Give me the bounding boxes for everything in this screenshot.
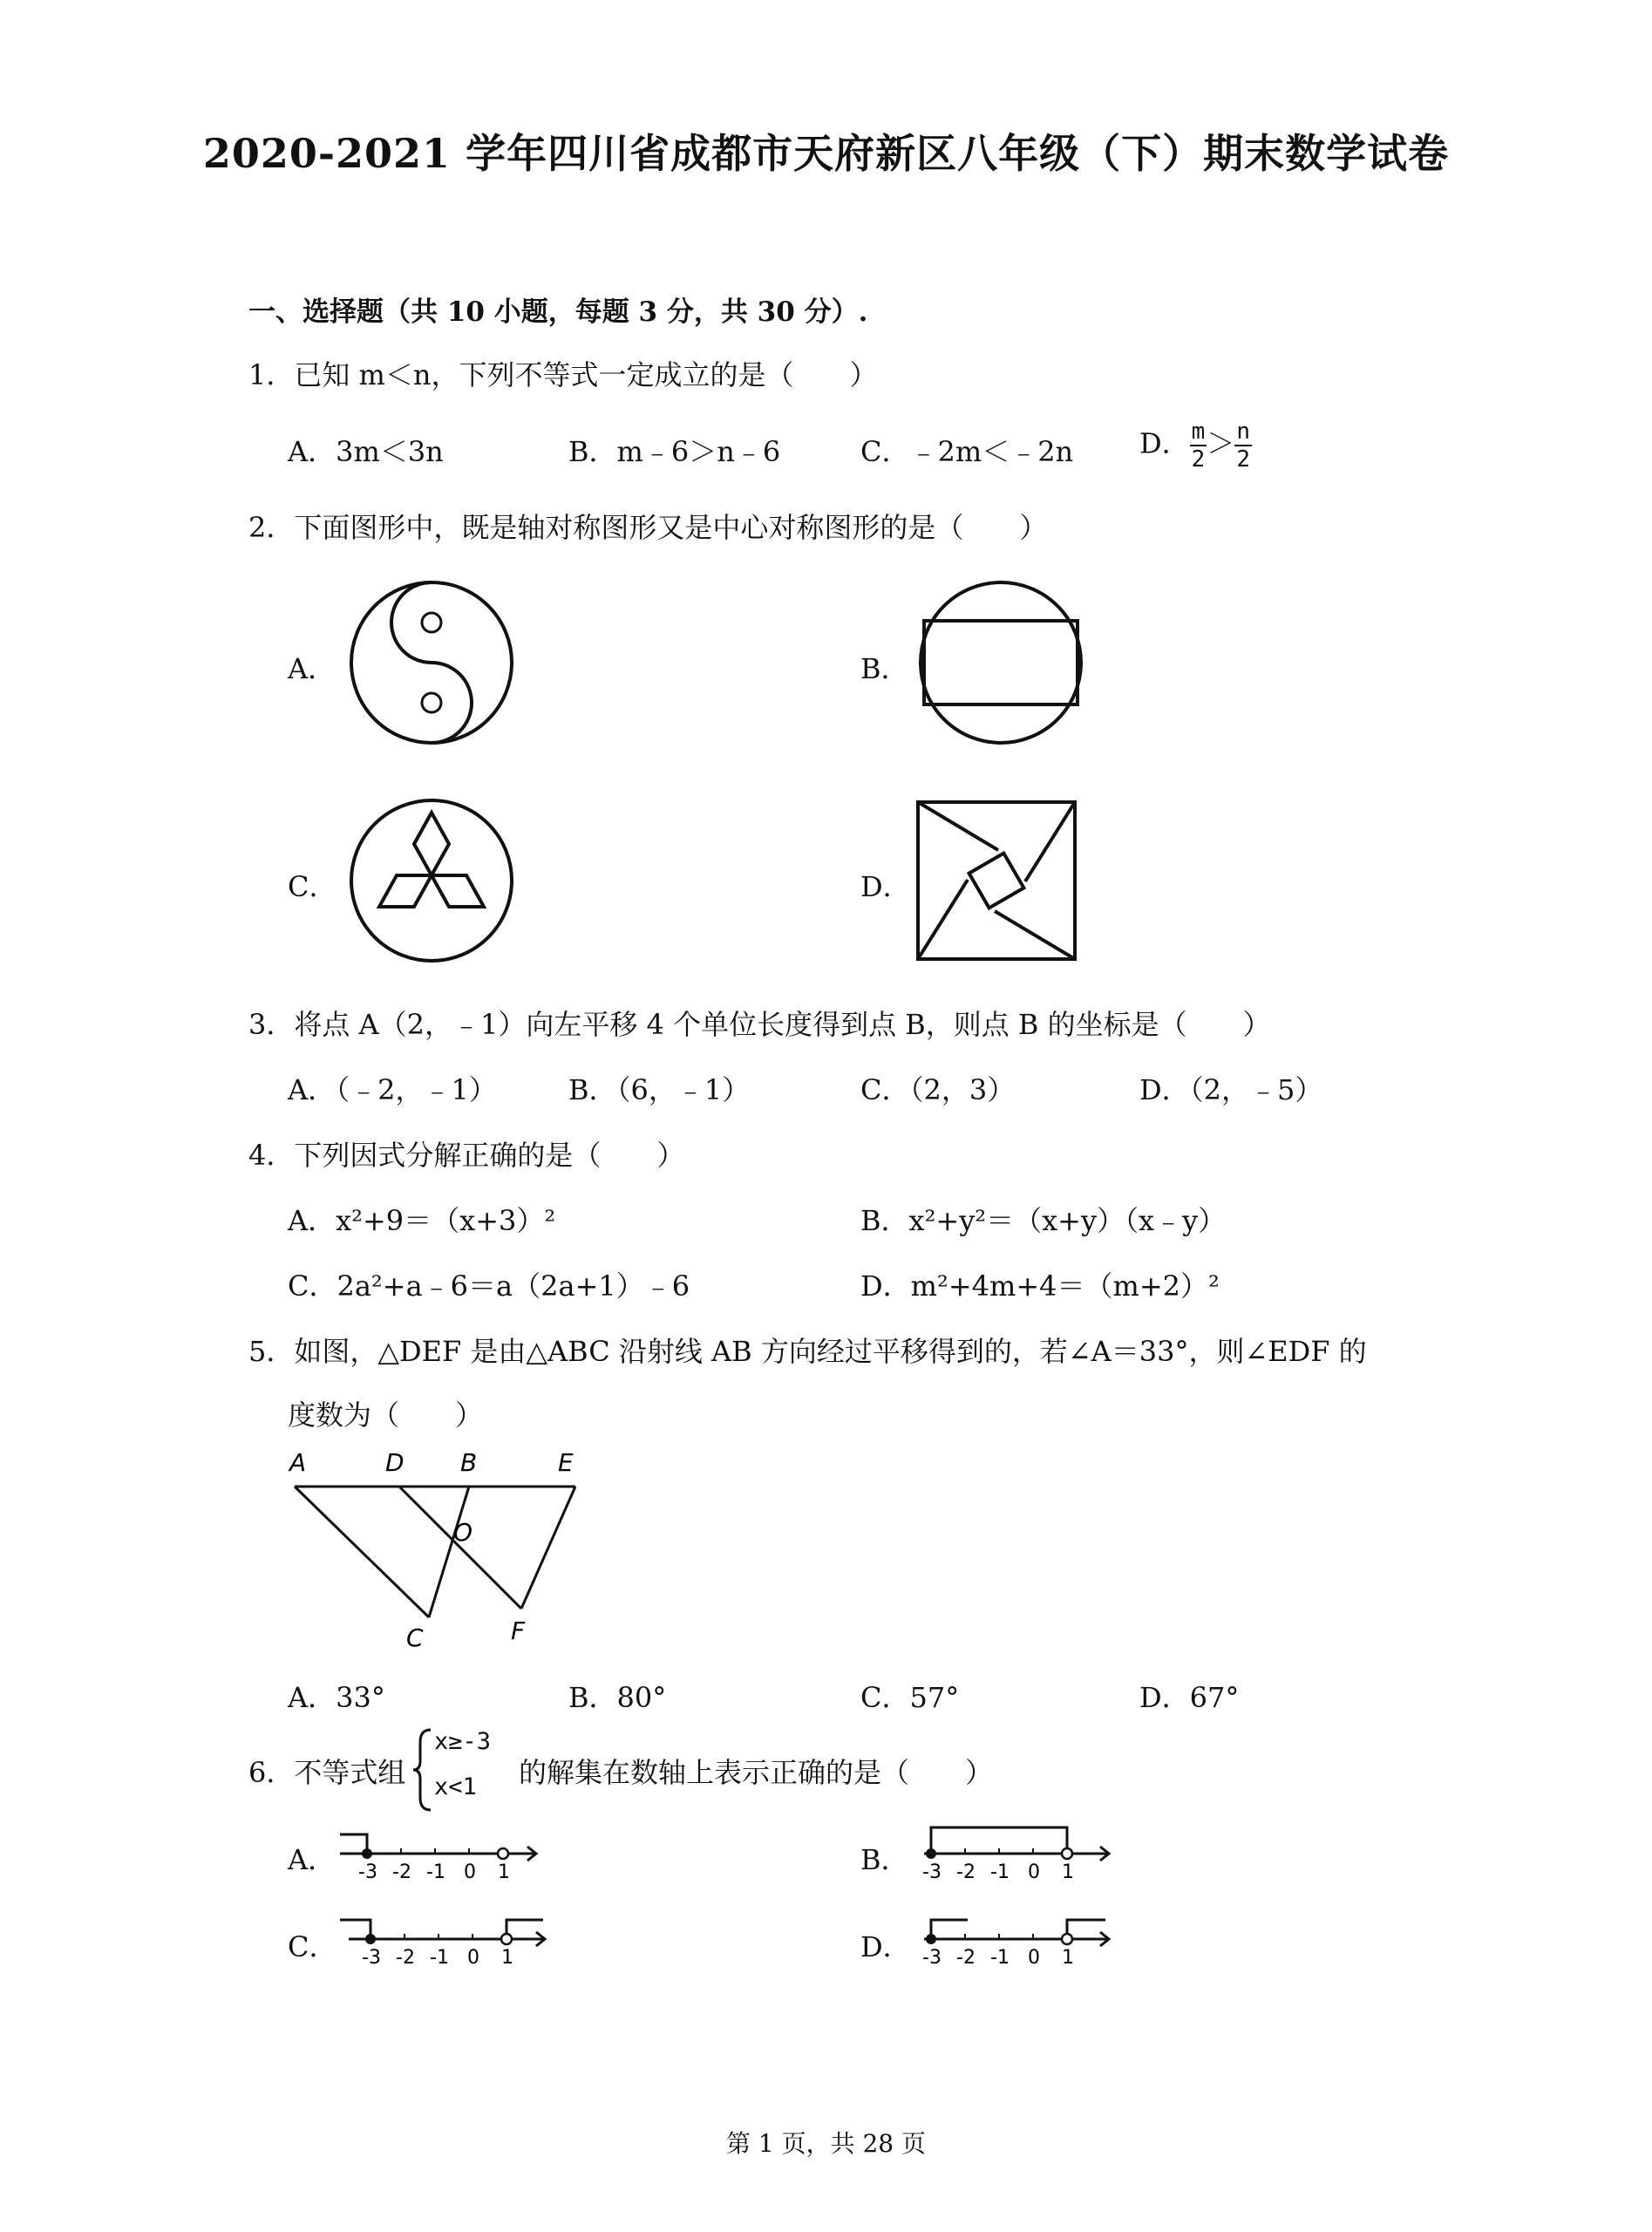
fraction-n-over-2 bbox=[1234, 418, 1252, 473]
q5-option-b: B．80° bbox=[568, 1681, 667, 1714]
q1-option-b: B．m﹣6＞n﹣6 bbox=[568, 435, 781, 468]
q1-option-c: C．﹣2m＜﹣2n bbox=[860, 435, 1074, 468]
q2-stem: 2．下面图形中，既是轴对称图形又是中心对称图形的是（ ） bbox=[248, 511, 1048, 544]
page-footer: 第 1 页，共 28 页 bbox=[725, 2129, 927, 2158]
q3-option-b: B．（6，﹣1） bbox=[568, 1073, 751, 1106]
numerator: m bbox=[1191, 418, 1206, 445]
q5-option-d: D．67° bbox=[1139, 1681, 1240, 1714]
tick-label: 1 bbox=[498, 1861, 510, 1883]
q2-option-c: C． bbox=[288, 870, 337, 903]
q4-option-c: C．2a²+a﹣6＝a（2a+1）﹣6 bbox=[288, 1269, 690, 1303]
fraction-m-over-2 bbox=[1190, 418, 1207, 473]
q5-option-a: A．33° bbox=[288, 1681, 385, 1714]
system-inequality-2: x<1 bbox=[434, 1773, 477, 1800]
tick-label: -2 bbox=[396, 1947, 415, 1969]
q4-option-d: D．m²+4m+4＝（m+2）² bbox=[860, 1269, 1220, 1303]
tick-label: 1 bbox=[1062, 1861, 1074, 1883]
label-o: O bbox=[453, 1518, 473, 1547]
tick-label: -3 bbox=[362, 1947, 381, 1969]
three-rhombi-figure bbox=[344, 793, 519, 968]
system-inequality-1: x≥-3 bbox=[434, 1728, 492, 1755]
yin-yang-figure bbox=[344, 575, 519, 750]
q4-option-a: A．x²+9＝（x+3）² bbox=[288, 1204, 556, 1237]
number-line-a bbox=[336, 1815, 545, 1885]
number-line-c bbox=[336, 1901, 554, 1970]
label-e: E bbox=[558, 1448, 574, 1477]
tick-label: 1 bbox=[1062, 1947, 1074, 1969]
q6-option-c: C． bbox=[288, 1930, 337, 1963]
q2-option-d: D． bbox=[860, 870, 911, 903]
q4-option-b: B．x²+y²＝（x+y）（x﹣y） bbox=[860, 1204, 1227, 1237]
q5-option-c: C．57° bbox=[860, 1681, 960, 1714]
q6-option-d: D． bbox=[860, 1930, 911, 1963]
label-d: D bbox=[385, 1448, 405, 1477]
number-line-b bbox=[907, 1815, 1116, 1885]
q6-stem-prefix: 6．不等式组 bbox=[248, 1756, 406, 1789]
comparison-op: ＞ bbox=[1207, 426, 1235, 460]
system-brace bbox=[410, 1726, 436, 1814]
tick-label: -1 bbox=[426, 1861, 445, 1883]
tick-label: 1 bbox=[501, 1947, 513, 1969]
section-header: 一、选择题（共 10 小题，每题 3 分，共 30 分）. bbox=[248, 296, 868, 328]
q6-option-b: B． bbox=[860, 1843, 909, 1876]
q1-stem: 1．已知 m＜n，下列不等式一定成立的是（ ） bbox=[248, 358, 878, 391]
tick-label: 0 bbox=[1028, 1861, 1040, 1883]
q3-option-a: A．（﹣2，﹣1） bbox=[288, 1073, 497, 1106]
tick-label: -2 bbox=[392, 1861, 411, 1883]
tick-label: -3 bbox=[922, 1947, 942, 1969]
circle-rectangle-figure bbox=[914, 575, 1088, 750]
tick-label: 0 bbox=[464, 1861, 476, 1883]
tick-label: 0 bbox=[1028, 1947, 1040, 1969]
q3-stem: 3．将点 A（2，﹣1）向左平移 4 个单位长度得到点 B，则点 B 的坐标是（ ） bbox=[248, 1008, 1271, 1041]
page-title: 2020-2021 学年四川省成都市天府新区八年级（下）期末数学试卷 bbox=[202, 130, 1450, 177]
tick-label: -3 bbox=[358, 1861, 377, 1883]
q1-option-a: A．3m＜3n bbox=[288, 435, 444, 468]
tick-label: -1 bbox=[990, 1947, 1010, 1969]
q3-option-c: C．（2，3） bbox=[860, 1073, 1016, 1106]
numerator: n bbox=[1236, 418, 1250, 445]
label-f: F bbox=[511, 1616, 526, 1645]
q2-option-a: A． bbox=[288, 652, 337, 685]
denominator: 2 bbox=[1236, 446, 1250, 473]
q6-option-a: A． bbox=[288, 1843, 337, 1876]
tick-label: -2 bbox=[956, 1947, 976, 1969]
label-a: A bbox=[289, 1448, 307, 1477]
q5-stem-line1: 5．如图，△DEF 是由△ABC 沿射线 AB 方向经过平移得到的，若∠A＝33°，则∠EDF 的 bbox=[248, 1335, 1367, 1368]
tick-label: -3 bbox=[922, 1861, 942, 1883]
q6-stem-suffix: 的解集在数轴上表示正确的是（ ） bbox=[519, 1756, 994, 1789]
q3-option-d: D．（2，﹣5） bbox=[1139, 1073, 1323, 1106]
q1-option-d-label: D． bbox=[1139, 426, 1190, 460]
q4-stem: 4．下列因式分解正确的是（ ） bbox=[248, 1139, 685, 1172]
q1-option-d bbox=[1139, 418, 1252, 473]
tick-label: -2 bbox=[956, 1861, 976, 1883]
number-line-d bbox=[907, 1901, 1125, 1970]
q2-option-b: B． bbox=[860, 652, 909, 685]
tick-label: 0 bbox=[467, 1947, 479, 1969]
q5-stem-line2: 度数为（ ） bbox=[288, 1398, 484, 1432]
denominator: 2 bbox=[1191, 446, 1206, 473]
tick-label: -1 bbox=[430, 1947, 449, 1969]
label-c: C bbox=[406, 1623, 424, 1652]
pinwheel-square-figure bbox=[914, 798, 1079, 963]
label-b: B bbox=[460, 1448, 478, 1477]
tick-label: -1 bbox=[990, 1861, 1010, 1883]
translated-triangles-figure bbox=[279, 1443, 593, 1652]
